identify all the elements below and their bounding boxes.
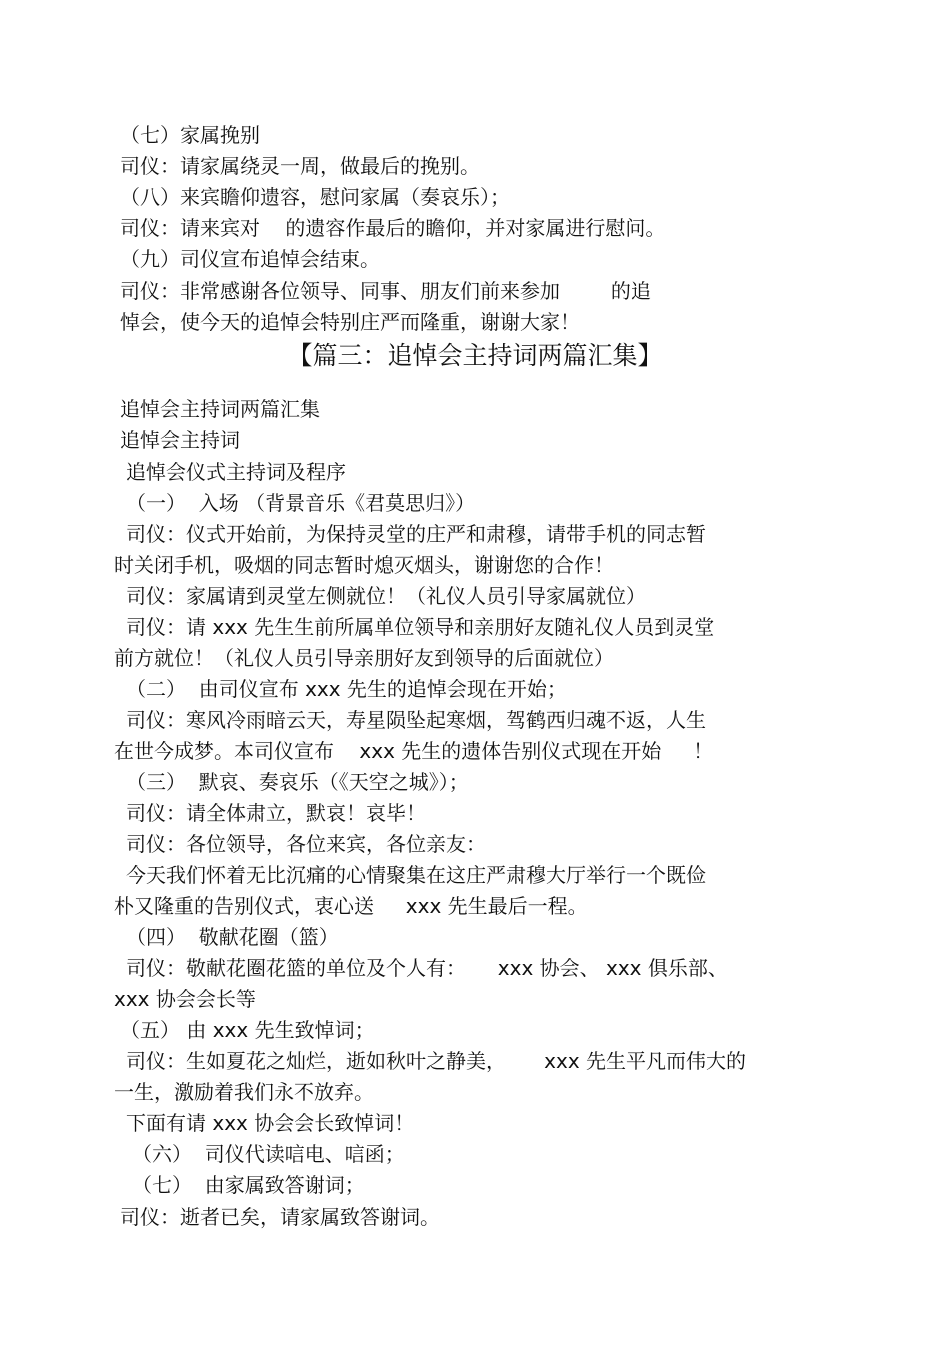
doc-subtitle: 追悼会主持词两篇汇集 xyxy=(120,397,320,421)
host-line-continued: 一生，激励着我们永不放弃。 xyxy=(114,1080,374,1104)
host-line-continued: 时关闭手机，吸烟的同志暂时熄灭烟头，谢谢您的合作！ xyxy=(114,553,614,577)
host-line: 司仪：非常感谢各位领导、同事、朋友们前来参加 的追 xyxy=(120,279,651,303)
section-title: 【篇三：追悼会主持词两篇汇集】 xyxy=(287,341,663,370)
host-line: 司仪：请 xxx 先生生前所属单位领导和亲朋好友随礼仪人员到灵堂 xyxy=(126,615,715,639)
host-line: 司仪：家属请到灵堂左侧就位！（礼仪人员引导家属就位） xyxy=(126,584,646,608)
speech-line: 下面有请 xxx 协会会长致悼词！ xyxy=(126,1111,415,1135)
step-3-silence: （三） 默哀、奏哀乐（《天空之城》）； xyxy=(126,770,469,794)
host-line: 司仪：各位领导，各位来宾，各位亲友： xyxy=(126,832,486,856)
step-5-eulogy: （五） 由 xxx 先生致悼词； xyxy=(120,1018,375,1042)
host-line: 司仪：请来宾对 的遗容作最后的瞻仰，并对家属进行慰问。 xyxy=(120,216,666,240)
step-7-family-farewell: （七）家属挽别 xyxy=(120,123,260,147)
host-line: 司仪：生如夏花之灿烂，逝如秋叶之静美， xxx 先生平凡而伟大的 xyxy=(126,1049,747,1073)
step-6-condolences: （六） 司仪代读唁电、唁函； xyxy=(132,1142,405,1166)
step-9-conclusion: （九）司仪宣布追悼会结束。 xyxy=(120,247,380,271)
host-line-continued: 悼会，使今天的追悼会特别庄严而隆重，谢谢大家！ xyxy=(120,310,580,334)
doc-subtitle: 追悼会仪式主持词及程序 xyxy=(126,460,346,484)
host-line: 司仪：逝者已矣，请家属致答谢词。 xyxy=(120,1205,440,1229)
host-line-continued: xxx 协会会长等 xyxy=(114,987,256,1011)
step-8-guests-view: （八）来宾瞻仰遗容，慰问家属（奏哀乐）； xyxy=(120,185,510,209)
speech-line-continued: 朴又隆重的告别仪式，衷心送 xxx 先生最后一程。 xyxy=(114,894,588,918)
host-line: 司仪：仪式开始前，为保持灵堂的庄严和肃穆，请带手机的同志暂 xyxy=(126,522,706,546)
host-line-continued: 在世今成梦。本司仪宣布 xxx 先生的遗体告别仪式现在开始 ！ xyxy=(114,739,714,763)
step-1-entrance: （一） 入场 （背景音乐《君莫思归》） xyxy=(126,491,476,515)
step-7-thanks: （七） 由家属致答谢词； xyxy=(132,1173,365,1197)
host-line: 司仪：敬献花圈花篮的单位及个人有： xxx 协会、 xxx 俱乐部、 xyxy=(126,956,728,980)
host-line: 司仪：请全体肃立，默哀！哀毕！ xyxy=(126,801,426,825)
host-line: 司仪：请家属绕灵一周，做最后的挽别。 xyxy=(120,154,480,178)
step-2-opening: （二） 由司仪宣布 xxx 先生的追悼会现在开始； xyxy=(126,677,567,701)
step-4-wreaths: （四） 敬献花圈（篮） xyxy=(126,925,339,949)
host-line-continued: 前方就位！（礼仪人员引导亲朋好友到领导的后面就位） xyxy=(114,646,614,670)
doc-subtitle: 追悼会主持词 xyxy=(120,428,240,452)
speech-line: 今天我们怀着无比沉痛的心情聚集在这庄严肃穆大厅举行一个既俭 xyxy=(126,863,706,887)
host-line: 司仪：寒风冷雨暗云天，寿星陨坠起寒烟，驾鹤西归魂不返，人生 xyxy=(126,708,706,732)
